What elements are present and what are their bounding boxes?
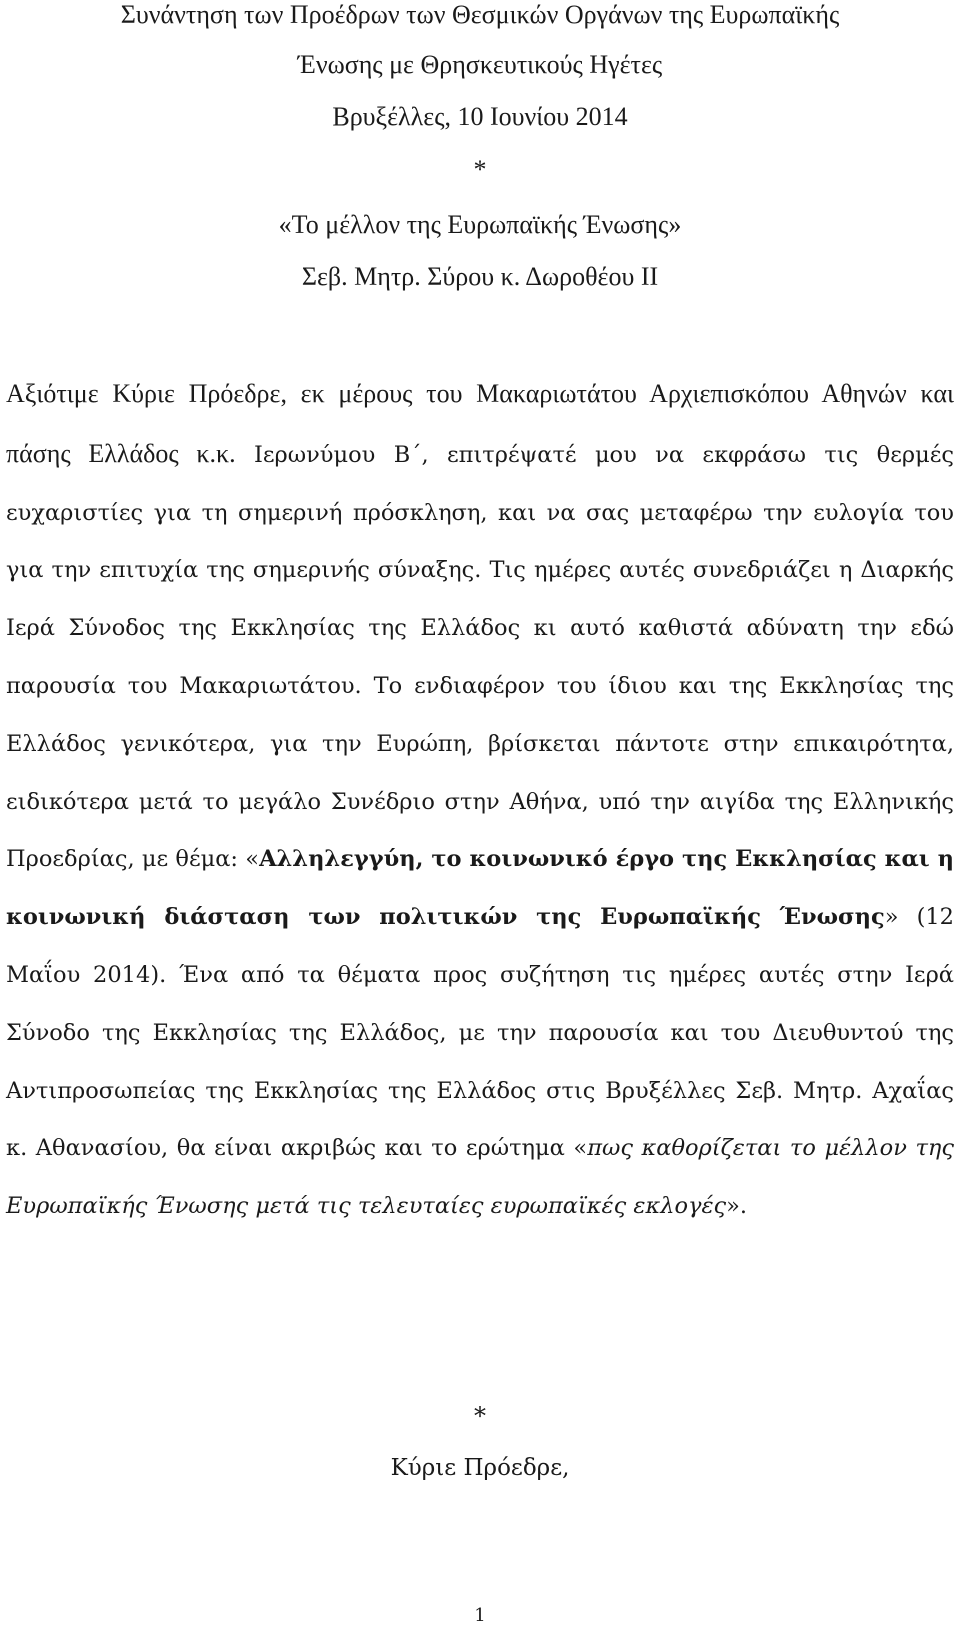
page-number: 1 [474, 1605, 486, 1626]
paragraph-text-1: Ιερωνύμου Β΄, επιτρέψατέ μου να εκφράσω τις θερμές ευχαριστίες για τη σημερινή πρόσκληση, και να σας μεταφέρω την ευλογία του για την επιτυχία της σημερινής σύναξης. Τις ημέρες αυτές συνεδριάζει η Διαρκής Ιερά Σύνοδος της Εκκλησίας της Ελλάδος κι αυτό καθιστά αδύνατη την εδώ παρουσία του Μακαριωτάτου. Το ενδιαφέρον του ίδιου και της Εκκλησίας της Ελλάδος γενικότερα, για την Ευρώπη, βρίσκεται πάντοτε στην επικαιρότητα, ειδικότερα μετά το μεγάλο Συνέδριο στην Αθήνα, υπό την αιγίδα της Ελληνικής Προεδρίας, με θέμα: « [6, 441, 954, 873]
bold-topic: Αλληλεγγύη, το κοινωνικό έργο της Εκκλησίας και η κοινωνική διάσταση των πολιτικών της Ευρωπαϊκής Ένωσης [6, 846, 954, 931]
paragraph-text-3: ». [726, 1193, 748, 1220]
place-date: Βρυξέλλες, 10 Ιουνίου 2014 [332, 102, 628, 131]
paragraph-opener: Αξιότιμε Κύριε Πρόεδρε, εκ μέρους του Μακαριωτάτου Αρχιεπισκόπου Αθηνών και πάσης Ελλάδος κ.κ. [6, 379, 954, 468]
header-separator: * [473, 155, 487, 184]
paragraph-text-2: » (12 Μαΐου 2014). Ένα από τα θέματα προς συζήτηση τις ημέρες αυτές στην Ιερά Σύνοδο της Εκκλησίας της Ελλάδος, με την παρουσία και του Διευθυντού της Αντιπροσωπείας της Εκκλησίας της Ελλάδος στις Βρυξέλλες Σεβ. Μητρ. Αχαΐας κ. Αθανασίου, θα είναι ακριβώς και το ερώτημα « [6, 904, 954, 1162]
title-line-2: Ένωσης με Θρησκευτικούς Ηγέτες [297, 50, 663, 79]
italic-question: πως καθορίζεται το μέλλον της Ευρωπαϊκής Ένωσης μετά τις τελευταίες ευρωπαϊκές εκλογές [6, 1135, 954, 1220]
closing-salutation: Κύριε Πρόεδρε, [390, 1455, 570, 1481]
talk-title: «Το μέλλον της Ευρωπαϊκής Ένωσης» [278, 210, 682, 239]
body-paragraph [6, 365, 954, 1236]
section-separator: * [474, 1402, 486, 1430]
title-line-1: Συνάντηση των Προέδρων των Θεσμικών Οργάνων της Ευρωπαϊκής [120, 0, 840, 29]
speaker-name: Σεβ. Μητρ. Σύρου κ. Δωροθέου ΙΙ [301, 262, 659, 291]
